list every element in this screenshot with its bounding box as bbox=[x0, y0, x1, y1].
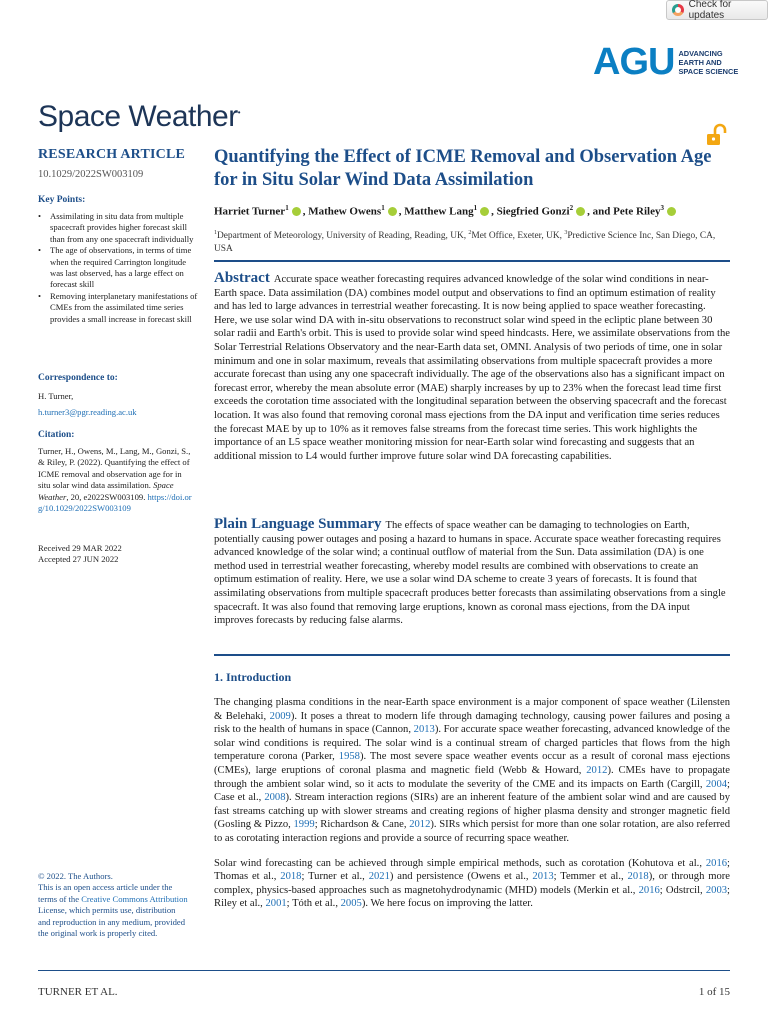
article-doi[interactable]: 10.1029/2022SW003109 bbox=[38, 169, 144, 180]
agu-tagline bbox=[678, 49, 738, 76]
footer-running-head: TURNER ET AL. bbox=[38, 986, 118, 998]
orcid-icon[interactable] bbox=[667, 207, 676, 216]
citation-year-link[interactable]: 2009 bbox=[269, 710, 291, 722]
intro-paragraph-2 bbox=[214, 857, 730, 911]
citation-year-link[interactable]: 2004 bbox=[705, 778, 728, 790]
affiliations bbox=[214, 227, 730, 256]
affil-text: Predictive Science Inc, San Diego, CA, USA bbox=[214, 230, 716, 254]
section-heading-introduction: 1. Introduction bbox=[214, 670, 292, 684]
citation-year-link[interactable]: 2016 bbox=[638, 884, 660, 896]
accepted-date: Accepted 27 JUN 2022 bbox=[38, 554, 119, 565]
intro-text: ). It poses a threat to modern life through damaging technology, causing power failures and posing a risk to the health of humans in space (Cannon, bbox=[214, 710, 730, 736]
intro-text: ). Stream interaction regions (SIRs) are an inherent feature of the ambient solar wind and are caused by fast streams catching up with slower streams and creating regions of higher plasma density and stronger magnetic field (Gosling & Pizzo, bbox=[214, 792, 730, 831]
affil-text: Met Office, Exeter, UK, bbox=[471, 230, 565, 241]
check-for-updates-label: Check for updates bbox=[688, 0, 732, 21]
orcid-icon[interactable] bbox=[292, 207, 301, 216]
citation bbox=[38, 430, 193, 514]
citation-year-link[interactable]: 2018 bbox=[627, 871, 649, 883]
received-date: Received 29 MAR 2022 bbox=[38, 543, 122, 553]
intro-text: ). SIRs which persist for more than one solar rotation, are also referred to as corotating interaction regions and provide a source of recurring space weather. bbox=[214, 819, 730, 844]
author-name[interactable]: Matthew Lang bbox=[404, 205, 474, 218]
author-name[interactable]: Mathew Owens bbox=[308, 205, 382, 218]
author-name[interactable]: Siegfried Gonzi bbox=[496, 205, 570, 218]
journal-trademark: • bbox=[237, 108, 241, 117]
abstract-heading: Abstract bbox=[214, 270, 270, 286]
key-point-item: • Removing interplanetary manifestations of CMEs from the assimilated time series provides a small increase in forecast skill bbox=[38, 291, 198, 325]
article-header bbox=[214, 146, 730, 256]
intro-text: ; Temmer et al., bbox=[553, 871, 628, 883]
dates bbox=[38, 543, 193, 566]
citation-year-link[interactable]: 2005 bbox=[340, 898, 362, 910]
citation-year-link[interactable]: 2021 bbox=[368, 871, 390, 883]
citation-year-link[interactable]: 2013 bbox=[413, 724, 435, 736]
journal-title bbox=[38, 100, 240, 134]
intro-text: Solar wind forecasting can be achieved through simple empirical methods, such as corotation (Kohutova et al., bbox=[214, 857, 706, 869]
intro-text: ). For accurate space weather forecasting, advanced knowledge of the solar wind conditions is required. The solar wind is a continual stream of charged particles that flows from the high temperature corona (Parker, bbox=[214, 724, 730, 763]
author-name[interactable]: Pete Riley bbox=[613, 205, 661, 218]
intro-text: ; Odstrcil, bbox=[659, 884, 706, 896]
author-affil-sup: 1 bbox=[381, 204, 385, 212]
intro-text: ; Richardson & Cane, bbox=[314, 819, 410, 831]
agu-logo-mark: AGU bbox=[593, 41, 675, 83]
correspondence bbox=[38, 373, 193, 420]
orcid-icon[interactable] bbox=[388, 207, 397, 216]
footer-page-number: 1 of 15 bbox=[698, 986, 730, 998]
author-list: Harriet Turner$^1$ , Mathew Owens$^1$ , Matthew Lang$^1$ , Siegfried Gonzi$^2$ , and Pete Riley$^3$ bbox=[214, 201, 730, 219]
intro-text: ; Thomas et al., bbox=[214, 857, 730, 883]
affil-sup: 1 bbox=[214, 229, 217, 236]
check-for-updates-button[interactable] bbox=[666, 0, 768, 20]
sidebar bbox=[38, 147, 198, 939]
intro-text: ; Riley et al., bbox=[214, 884, 730, 910]
citation-year-link[interactable]: 1999 bbox=[293, 819, 315, 831]
abstract bbox=[214, 272, 730, 463]
author-affil-sup: 1 bbox=[473, 204, 478, 212]
intro-text: ). CMEs have to propagate through the ambient solar wind, so it acts to modulate the severity of the CME and its impacts on Earth (Cargill, bbox=[214, 764, 731, 790]
crossmark-icon bbox=[672, 4, 684, 16]
intro-text: ; Turner et al., bbox=[301, 871, 369, 883]
agu-logo bbox=[593, 43, 738, 81]
plain-language-summary bbox=[214, 518, 730, 628]
copyright bbox=[38, 871, 188, 939]
citation-year-link[interactable]: 2001 bbox=[265, 898, 287, 910]
copyright-line: © 2022. The Authors. bbox=[38, 871, 113, 881]
agu-tagline-line: ADVANCING bbox=[678, 48, 723, 58]
intro-text: ) and persistence (Owens et al., bbox=[389, 871, 533, 883]
introduction bbox=[214, 696, 730, 922]
author-name[interactable]: Harriet Turner bbox=[214, 205, 286, 218]
intro-text: The changing plasma conditions in the near-Earth space environment is a major component of space weather (Lilensten & Belehaki, bbox=[214, 697, 730, 722]
citation-doi-link[interactable]: https://doi.org/10.1029/2022SW003109 bbox=[38, 491, 192, 514]
license-text bbox=[38, 882, 188, 939]
affil-text: Department of Meteorology, University of Reading, Reading, UK, bbox=[217, 230, 469, 241]
key-points-heading: Key Points: bbox=[38, 195, 86, 205]
agu-tagline-line: SPACE SCIENCE bbox=[678, 66, 739, 76]
author-affil-sup: 2 bbox=[569, 204, 574, 212]
citation-year-link[interactable]: 1958 bbox=[338, 751, 360, 763]
article-title: Quantifying the Effect of ICME Removal and Observation Age for in Situ Solar Wind Data Assimilation bbox=[214, 147, 712, 190]
citation-year-link[interactable]: 2013 bbox=[532, 871, 554, 883]
open-access-lock-icon bbox=[705, 123, 729, 147]
correspondence-heading: Correspondence to: bbox=[38, 373, 118, 383]
correspondence-email-link[interactable]: h.turner3@pgr.reading.ac.uk bbox=[38, 407, 137, 418]
author-affil-sup: 1 bbox=[285, 204, 289, 212]
orcid-icon[interactable] bbox=[576, 207, 585, 216]
citation-journal: Space Weather bbox=[38, 480, 174, 502]
key-points bbox=[38, 195, 198, 325]
citation-body: Turner, H., Owens, M., Lang, M., Gonzi, S., & Riley, P. (2022). Quantifying the effect of ICME removal and observation age for in situ solar wind data assimilation. bbox=[38, 446, 191, 491]
journal-name: Space Weather bbox=[38, 100, 238, 133]
citation-text bbox=[38, 446, 193, 514]
key-point-item: • The age of observations, in terms of time when the required Carrington longitude was last observed, has a large effect on forecast skill bbox=[38, 245, 198, 291]
citation-volume: , 20, e2022SW003109. bbox=[66, 491, 146, 502]
intro-text: ), or through more complex, physics-based approaches such as magnetohydrodynamic (MHD) models (Merkin et al., bbox=[214, 871, 730, 896]
footer-divider bbox=[38, 970, 730, 971]
abstract-text: Accurate space weather forecasting requires advanced knowledge of the solar wind conditions in near-Earth space. Data assimilation (DA) combines model output and observations to find an optimum estimation of reality and has led to large advances in terrestrial weather forecasting. It is now being applied to space weather forecasting. Here, we use solar wind DA with in-situ observations to reconstruct solar wind speed in the ecliptic plane between 30 solar radii and Earth's orbit. This is used to provide solar wind speed hindcasts. Here, we assimilate observations from the Solar Terrestrial Relations Observatory and the near-Earth data set, OMNI. Analysis of two periods of time, one in solar minimum and one in solar maximum, reveals that assimilating observations from multiple spacecraft provides a more accurate forecast than using any one spacecraft individually. The age of the observations also has a significant impact on forecast error, whereby the mean absolute error (MAE) sharply increases by up to 23% when the forecast lead time first exceeds the corotation time associated with the longitudinal separation between the observing spacecraft and the forecast location. It was also found that removing coronal mass ejections from the DA input and verification time series reduces the forecast MAE by up to 10% as it removes false streams from the forecast time series. This work highlights the importance of an L5 space weather monitoring mission for near-Earth solar wind forecasting and suggests that an additional mission to L4 would further improve future solar wind DA forecasting capabilities. bbox=[214, 274, 730, 462]
key-point-item: • Assimilating in situ data from multiple spacecraft provides higher forecast skill than from any one spacecraft individually bbox=[38, 211, 198, 245]
intro-text: ). We here focus on improving the latter. bbox=[361, 898, 533, 910]
citation-year-link[interactable]: 2003 bbox=[705, 884, 728, 896]
citation-year-link[interactable]: 2018 bbox=[280, 871, 302, 883]
pls-heading: Plain Language Summary bbox=[214, 516, 382, 532]
citation-heading: Citation: bbox=[38, 430, 75, 440]
citation-year-link[interactable]: 2008 bbox=[264, 792, 286, 804]
intro-text: ). The most severe space weather events occur as a result of coronal mass ejections (CMEs), large eruptions of coronal plasma and magnetic field (Webb & Howard, bbox=[214, 751, 730, 776]
intro-text: ; Case et al., bbox=[214, 778, 730, 804]
license-pre: This is an open access article under the terms of the bbox=[38, 882, 173, 904]
citation-year-link[interactable]: 2012 bbox=[586, 764, 608, 776]
pls-text: The effects of space weather can be damaging to technologies on Earth, potentially causing power outages and posing a hazard to humans in space. Accurate space weather forecasting requires advanced knowledge of the solar wind; a continual outflow of material from the Sun. Data assimilation (DA) is one method used in terrestrial weather forecasting, whereby model results are combined with observations to create an optimum estimation of reality. Here, we use a solar wind DA scheme to create 3 years of forecasts. It is found that assimilating observations from multiple spacecraft produces better forecasts than assimilating observations from a single spacecraft. It was also found that removing large eruptions, known as coronal mass ejections, from the DA input improves forecasts by reducing false alarms. bbox=[214, 520, 726, 627]
intro-paragraph-1 bbox=[214, 696, 730, 846]
correspondence-name: H. Turner, bbox=[38, 391, 74, 401]
citation-year-link[interactable]: 2012 bbox=[409, 819, 431, 831]
orcid-icon[interactable] bbox=[480, 207, 489, 216]
divider bbox=[214, 260, 730, 262]
author-affil-sup: 3 bbox=[660, 204, 664, 212]
citation-year-link[interactable]: 2016 bbox=[705, 857, 728, 869]
affil-sup: 3 bbox=[564, 229, 568, 236]
agu-tagline-line: EARTH AND bbox=[678, 57, 722, 67]
intro-text: ; Tóth et al., bbox=[286, 898, 341, 910]
divider bbox=[214, 654, 730, 656]
license-post: License, which permits use, distribution and reproduction in any medium, provided the original work is properly cited. bbox=[38, 905, 186, 939]
article-type: RESEARCH ARTICLE bbox=[38, 147, 186, 162]
affil-sup: 2 bbox=[468, 229, 472, 236]
license-link[interactable]: Creative Commons Attribution bbox=[81, 893, 188, 904]
